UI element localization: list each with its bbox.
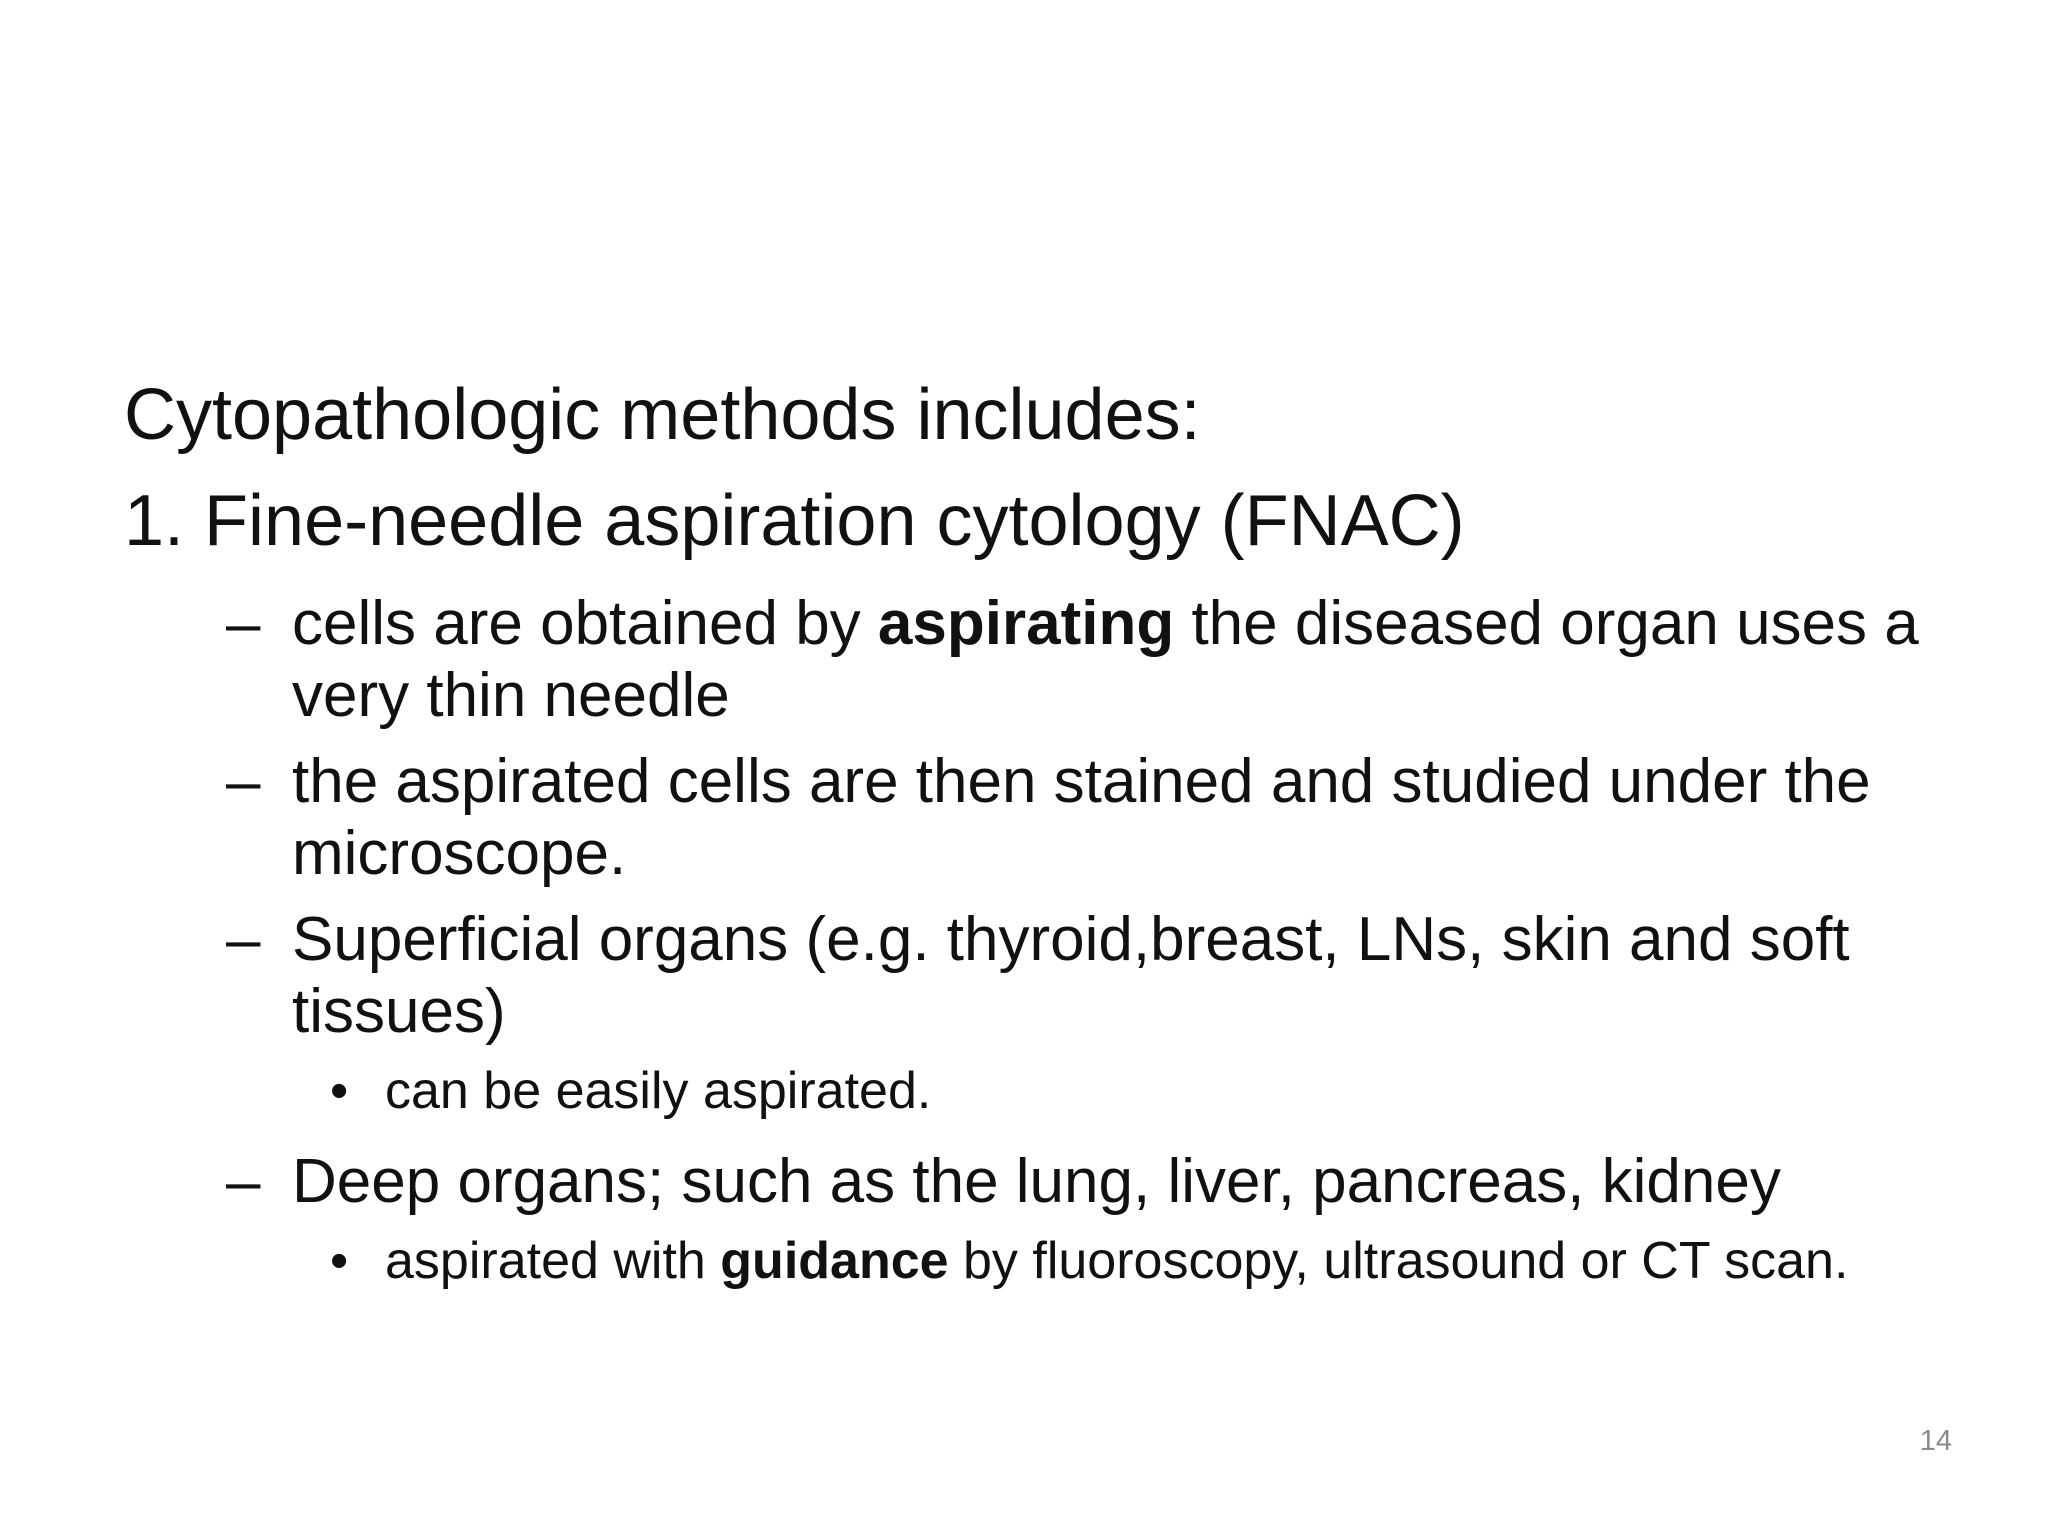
subpoint-guidance (124, 1230, 1954, 1292)
point-stained (124, 746, 1954, 890)
point-text: Deep organs; such as the lung, liver, pancreas, kidney (292, 1147, 1781, 1216)
subpoint-text: aspirated with (385, 1232, 721, 1290)
bullet-marker: • (330, 1062, 349, 1120)
point-text: Superficial organs (e.g. thyroid,breast, LNs, skin and soft tissues) (292, 905, 1850, 1046)
bold-term: aspirating (877, 589, 1175, 658)
point-text: cells are obtained by (292, 589, 878, 658)
dash-marker: – (226, 905, 261, 974)
slide-body (124, 362, 1954, 1292)
bold-term: guidance (720, 1232, 949, 1290)
dash-marker: – (226, 1147, 261, 1216)
point-text: the aspirated cells are then stained and studied under the microscope. (292, 747, 1871, 888)
point-superficial-organs (124, 904, 1954, 1048)
point-aspirating (124, 588, 1954, 732)
point-deep-organs (124, 1146, 1954, 1218)
subpoint-text: by fluoroscopy, ultrasound or CT scan. (948, 1232, 1849, 1290)
point-text: the diseased organ uses a very thin needle (292, 589, 1919, 730)
dash-marker: – (226, 747, 261, 816)
page-number: 14 (1919, 1425, 1952, 1457)
subpoint-text: can be easily aspirated. (385, 1062, 932, 1120)
bullet-marker: • (330, 1232, 349, 1290)
heading-line-1: Cytopathologic methods includes: (124, 375, 1201, 455)
dash-marker: – (226, 589, 261, 658)
subpoint-easily-aspirated (124, 1060, 1954, 1122)
heading-line-2: 1. Fine-needle aspiration cytology (FNAC) (124, 481, 1465, 561)
